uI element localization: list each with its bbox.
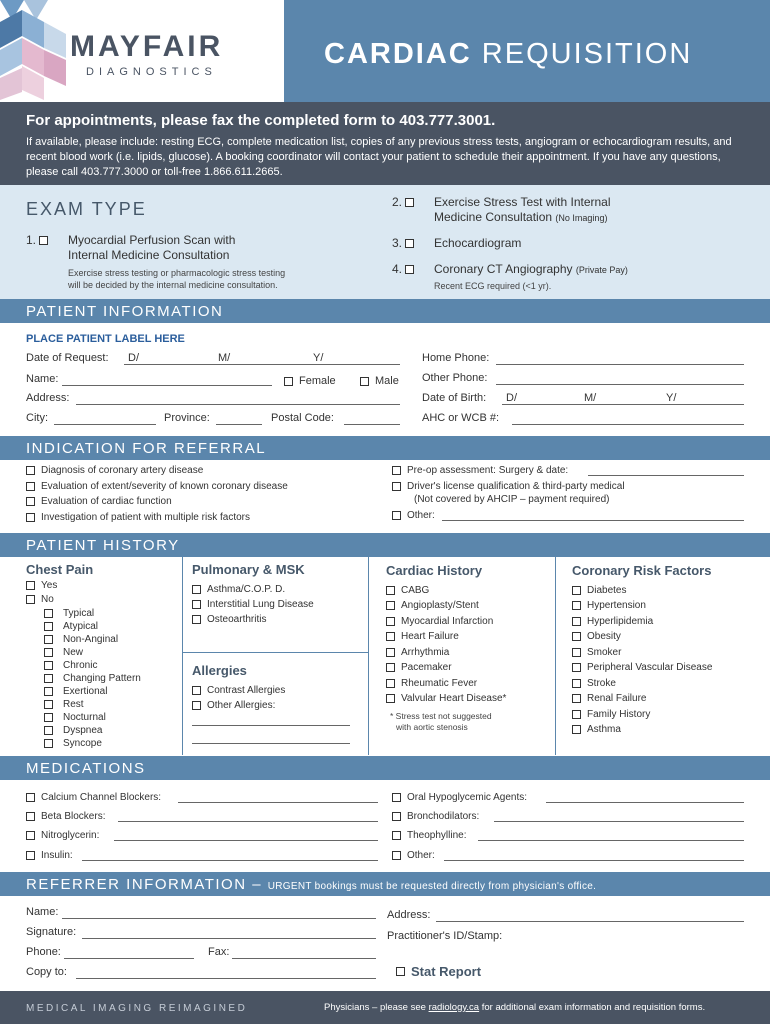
chest-sub-checkbox[interactable] bbox=[44, 648, 53, 657]
intro-headline: For appointments, please fax the completed form to 403.777.3001. bbox=[26, 112, 496, 129]
cardiac-checkbox[interactable] bbox=[386, 601, 395, 610]
exam-opt2-note: (No Imaging) bbox=[555, 213, 608, 223]
address-label: Address: bbox=[26, 392, 70, 404]
ref-signature-field[interactable] bbox=[82, 938, 376, 939]
indication-header: INDICATION FOR REFERRAL bbox=[0, 436, 770, 460]
exam-opt1-note2: will be decided by the internal medicine consultation. bbox=[68, 280, 278, 290]
med-field[interactable] bbox=[82, 860, 378, 861]
exam-opt1-note1: Exercise stress testing or pharmacologic stress testing bbox=[68, 268, 286, 278]
chest-sub-label: Syncope bbox=[63, 738, 102, 749]
exam-opt2-checkbox[interactable] bbox=[405, 198, 414, 207]
drivers-note: (Not covered by AHCIP – payment required) bbox=[414, 494, 610, 505]
med-checkbox[interactable] bbox=[26, 831, 35, 840]
med-label: Insulin: bbox=[41, 850, 73, 861]
cardiac-label: Angioplasty/Stent bbox=[401, 600, 479, 611]
indication-label: Investigation of patient with multiple risk factors bbox=[41, 512, 250, 523]
allergies-title: Allergies bbox=[192, 663, 247, 678]
pulm-checkbox[interactable] bbox=[192, 615, 201, 624]
risk-checkbox[interactable] bbox=[572, 694, 581, 703]
province-label: Province: bbox=[164, 412, 210, 424]
exam-opt1-number: 1. bbox=[26, 233, 37, 247]
indication-checkbox[interactable] bbox=[26, 482, 35, 491]
ahc-label: AHC or WCB #: bbox=[422, 412, 500, 424]
referrer-title: REFERRER INFORMATION bbox=[26, 876, 247, 893]
risk-label: Hypertension bbox=[587, 600, 646, 611]
history-header: PATIENT HISTORY bbox=[0, 533, 770, 557]
chest-sub-checkbox[interactable] bbox=[44, 661, 53, 670]
pulm-checkbox[interactable] bbox=[192, 585, 201, 594]
allergy-label: Contrast Allergies bbox=[207, 685, 286, 696]
med-checkbox[interactable] bbox=[392, 851, 401, 860]
exam-opt4-checkbox[interactable] bbox=[405, 265, 414, 274]
province-field[interactable] bbox=[216, 424, 262, 425]
exam-title: EXAM TYPE bbox=[26, 199, 147, 219]
stat-checkbox[interactable] bbox=[396, 967, 405, 976]
chest-sub-checkbox[interactable] bbox=[44, 726, 53, 735]
footer-physicians-post: for additional exam information and requisition forms. bbox=[481, 1002, 706, 1013]
home-phone-label: Home Phone: bbox=[422, 352, 490, 364]
allergy-field[interactable] bbox=[192, 725, 350, 726]
patient-label-hint: PLACE PATIENT LABEL HERE bbox=[26, 333, 185, 345]
allergy-checkbox[interactable] bbox=[192, 686, 201, 695]
indication-other-checkbox[interactable] bbox=[392, 511, 401, 520]
risk-label: Diabetes bbox=[587, 585, 627, 596]
drivers-label: Driver's license qualification & third-party medical bbox=[407, 481, 625, 492]
chest-sub-label: Dyspnea bbox=[63, 725, 103, 736]
ref-address-field[interactable] bbox=[436, 921, 744, 922]
exam-opt4-number: 4. bbox=[392, 262, 403, 276]
chest-sub-checkbox[interactable] bbox=[44, 687, 53, 696]
ref-phone-label: Phone: bbox=[26, 946, 61, 958]
exam-opt2-number: 2. bbox=[392, 195, 403, 209]
cardiac-note2: with aortic stenosis bbox=[396, 722, 468, 732]
ref-name-field[interactable] bbox=[62, 918, 376, 919]
city-field[interactable] bbox=[54, 424, 156, 425]
chest-sub-checkbox[interactable] bbox=[44, 739, 53, 748]
cardiac-checkbox[interactable] bbox=[386, 617, 395, 626]
cardiac-label: CABG bbox=[401, 585, 430, 596]
med-checkbox[interactable] bbox=[26, 812, 35, 821]
indication-checkbox[interactable] bbox=[26, 466, 35, 475]
exam-opt3-label: Echocardiogram bbox=[434, 236, 522, 250]
cardiac-checkbox[interactable] bbox=[386, 663, 395, 672]
footer-tagline: MEDICAL IMAGING REIMAGINED bbox=[26, 1003, 248, 1014]
preop-checkbox[interactable] bbox=[392, 466, 401, 475]
drivers-checkbox[interactable] bbox=[392, 482, 401, 491]
risk-title: Coronary Risk Factors bbox=[572, 563, 712, 578]
med-field[interactable] bbox=[478, 840, 744, 841]
chest-no-checkbox[interactable] bbox=[26, 595, 35, 604]
postal-field[interactable] bbox=[344, 424, 400, 425]
indication-other-field[interactable] bbox=[442, 520, 744, 521]
title-banner bbox=[284, 0, 770, 102]
risk-label: Renal Failure bbox=[587, 693, 647, 704]
cardiac-label: Pacemaker bbox=[401, 662, 452, 673]
chest-sub-checkbox[interactable] bbox=[44, 713, 53, 722]
ref-practitioner-label: Practitioner's ID/Stamp: bbox=[387, 930, 503, 942]
logo-area bbox=[0, 0, 284, 102]
chest-sub-label: Changing Pattern bbox=[63, 673, 141, 684]
dob-m: M/ bbox=[584, 392, 597, 404]
med-field[interactable] bbox=[494, 821, 744, 822]
exam-opt4-note: (Private Pay) bbox=[575, 265, 628, 275]
cardiac-checkbox[interactable] bbox=[386, 679, 395, 688]
risk-label: Asthma bbox=[587, 724, 621, 735]
exam-opt3-number: 3. bbox=[392, 236, 403, 250]
risk-checkbox[interactable] bbox=[572, 710, 581, 719]
title-bold: CARDIAC bbox=[324, 38, 472, 70]
date-request-d: D/ bbox=[128, 352, 139, 364]
exam-opt1-line1: Myocardial Perfusion Scan with bbox=[68, 233, 236, 247]
cardiac-checkbox[interactable] bbox=[386, 694, 395, 703]
indication-label: Evaluation of cardiac function bbox=[41, 496, 172, 507]
footer-physicians-pre: Physicians – please see bbox=[324, 1002, 426, 1013]
med-label: Beta Blockers: bbox=[41, 811, 106, 822]
chest-sub-checkbox[interactable] bbox=[44, 622, 53, 631]
dob-label: Date of Birth: bbox=[422, 392, 487, 404]
ref-address-label: Address: bbox=[387, 909, 431, 921]
risk-label: Stroke bbox=[587, 678, 616, 689]
cardiac-checkbox[interactable] bbox=[386, 586, 395, 595]
date-request-label: Date of Request: bbox=[26, 352, 109, 364]
cardiac-label: Heart Failure bbox=[401, 631, 459, 642]
male-label: Male bbox=[375, 375, 399, 387]
chest-sub-label: Typical bbox=[63, 608, 95, 619]
dob-d: D/ bbox=[506, 392, 517, 404]
med-field[interactable] bbox=[114, 840, 378, 841]
indication-label: Diagnosis of coronary artery disease bbox=[41, 465, 204, 476]
allergy-checkbox[interactable] bbox=[192, 701, 201, 710]
exam-section bbox=[0, 185, 770, 299]
brand-name: MAYFAIR bbox=[70, 30, 224, 63]
exam-opt2-line2: Medicine Consultation bbox=[434, 210, 553, 224]
chest-sub-label: New bbox=[63, 647, 84, 658]
female-label: Female bbox=[299, 375, 336, 387]
pulm-label: Osteoarthritis bbox=[207, 614, 267, 625]
exam-opt3-checkbox[interactable] bbox=[405, 239, 414, 248]
med-checkbox[interactable] bbox=[26, 851, 35, 860]
indication-label: Evaluation of extent/severity of known coronary disease bbox=[41, 481, 288, 492]
intro-text: If available, please include: resting ECG, complete medication list, copies of any previous stress tests, angiogram or echocardiogram results, and recent blood work (i.e. lipids, glucose). A booking coordinator will contact your patient to schedule their appointment. If you have any questions, please call 403.777.3000 or toll-free 1.866.611.2665. bbox=[26, 136, 732, 178]
risk-checkbox[interactable] bbox=[572, 617, 581, 626]
indication-checkbox[interactable] bbox=[26, 497, 35, 506]
chest-sub-label: Atypical bbox=[63, 621, 99, 632]
preop-label: Pre-op assessment: Surgery & date: bbox=[407, 465, 569, 476]
indication-other-label: Other: bbox=[407, 510, 435, 521]
referrer-dash: – bbox=[252, 876, 263, 893]
risk-label: Peripheral Vascular Disease bbox=[587, 662, 713, 673]
risk-checkbox[interactable] bbox=[572, 679, 581, 688]
intro-band bbox=[0, 102, 770, 185]
pulm-label: Interstitial Lung Disease bbox=[207, 599, 314, 610]
risk-checkbox[interactable] bbox=[572, 632, 581, 641]
ref-copy-field[interactable] bbox=[76, 978, 376, 979]
date-request-field[interactable] bbox=[124, 364, 400, 365]
ref-name-label: Name: bbox=[26, 906, 59, 918]
pulmonary-title: Pulmonary & MSK bbox=[192, 562, 305, 577]
med-field[interactable] bbox=[444, 860, 744, 861]
exam-opt4-label: Coronary CT Angiography bbox=[434, 262, 573, 276]
address-field[interactable] bbox=[76, 404, 400, 405]
name-field[interactable] bbox=[62, 385, 272, 386]
med-field[interactable] bbox=[546, 802, 744, 803]
chest-pain-title: Chest Pain bbox=[26, 562, 94, 577]
medications-header: MEDICATIONS bbox=[0, 756, 770, 780]
cardiac-checkbox[interactable] bbox=[386, 632, 395, 641]
logo-hexagon-icon bbox=[0, 0, 70, 102]
name-label: Name: bbox=[26, 373, 59, 385]
med-label: Theophylline: bbox=[407, 830, 467, 841]
brand-sub: DIAGNOSTICS bbox=[86, 66, 217, 78]
med-checkbox[interactable] bbox=[26, 793, 35, 802]
cardiac-label: Rheumatic Fever bbox=[401, 678, 478, 689]
ref-phone-field[interactable] bbox=[64, 958, 194, 959]
cardiac-label: Myocardial Infarction bbox=[401, 616, 494, 627]
med-checkbox[interactable] bbox=[392, 793, 401, 802]
chest-sub-label: Non-Anginal bbox=[63, 634, 119, 645]
exam-opt1-line2: Internal Medicine Consultation bbox=[68, 248, 230, 262]
chest-sub-label: Exertional bbox=[63, 686, 108, 697]
exam-opt1-checkbox[interactable] bbox=[39, 236, 48, 245]
cardiac-label: Valvular Heart Disease* bbox=[401, 693, 507, 704]
referrer-urgent: URGENT bookings must be requested directly from physician's office. bbox=[267, 881, 597, 892]
risk-checkbox[interactable] bbox=[572, 586, 581, 595]
referrer-header bbox=[0, 872, 770, 896]
risk-label: Hyperlipidemia bbox=[587, 616, 654, 627]
female-checkbox[interactable] bbox=[284, 377, 293, 386]
med-field[interactable] bbox=[118, 821, 378, 822]
cardiac-checkbox[interactable] bbox=[386, 648, 395, 657]
risk-label: Smoker bbox=[587, 647, 622, 658]
dob-y: Y/ bbox=[666, 392, 677, 404]
exam-opt2-line1: Exercise Stress Test with Internal bbox=[434, 195, 611, 209]
male-checkbox[interactable] bbox=[360, 377, 369, 386]
chest-sub-checkbox[interactable] bbox=[44, 674, 53, 683]
risk-checkbox[interactable] bbox=[572, 725, 581, 734]
date-request-y: Y/ bbox=[313, 352, 324, 364]
ahc-field[interactable] bbox=[512, 424, 744, 425]
med-checkbox[interactable] bbox=[392, 812, 401, 821]
med-checkbox[interactable] bbox=[392, 831, 401, 840]
postal-label: Postal Code: bbox=[271, 412, 334, 424]
chest-sub-checkbox[interactable] bbox=[44, 700, 53, 709]
risk-checkbox[interactable] bbox=[572, 648, 581, 657]
med-label: Other: bbox=[407, 850, 435, 861]
risk-checkbox[interactable] bbox=[572, 663, 581, 672]
patient-info-header: PATIENT INFORMATION bbox=[0, 299, 770, 323]
footer-link[interactable]: radiology.ca bbox=[428, 1002, 480, 1013]
ref-fax-label: Fax: bbox=[208, 946, 230, 958]
home-phone-field[interactable] bbox=[496, 364, 744, 365]
ref-signature-label: Signature: bbox=[26, 926, 77, 938]
indication-checkbox[interactable] bbox=[26, 513, 35, 522]
city-label: City: bbox=[26, 412, 48, 424]
ref-fax-field[interactable] bbox=[232, 958, 376, 959]
chest-yes-label: Yes bbox=[41, 580, 58, 591]
stat-label: Stat Report bbox=[411, 964, 482, 979]
chest-sub-checkbox[interactable] bbox=[44, 609, 53, 618]
risk-checkbox[interactable] bbox=[572, 601, 581, 610]
preop-field[interactable] bbox=[588, 475, 744, 476]
chest-sub-label: Chronic bbox=[63, 660, 98, 671]
chest-yes-checkbox[interactable] bbox=[26, 581, 35, 590]
med-label: Oral Hypoglycemic Agents: bbox=[407, 792, 528, 803]
chest-no-label: No bbox=[41, 594, 54, 605]
other-phone-field[interactable] bbox=[496, 384, 744, 385]
pulm-label: Asthma/C.O.P. D. bbox=[207, 584, 286, 595]
ref-copy-label: Copy to: bbox=[26, 966, 67, 978]
med-label: Calcium Channel Blockers: bbox=[41, 792, 162, 803]
title-light: REQUISITION bbox=[481, 38, 693, 70]
risk-label: Family History bbox=[587, 709, 651, 720]
exam-opt4-sub: Recent ECG required (<1 yr). bbox=[434, 281, 552, 291]
allergy-label: Other Allergies: bbox=[207, 700, 276, 711]
pulm-checkbox[interactable] bbox=[192, 600, 201, 609]
cardiac-note1: * Stress test not suggested bbox=[390, 711, 492, 721]
cardiac-title: Cardiac History bbox=[386, 563, 483, 578]
date-request-m: M/ bbox=[218, 352, 231, 364]
cardiac-label: Arrhythmia bbox=[401, 647, 450, 658]
med-label: Nitroglycerin: bbox=[41, 830, 100, 841]
allergy-field[interactable] bbox=[192, 743, 350, 744]
footer bbox=[0, 991, 770, 1024]
dob-field[interactable] bbox=[502, 404, 744, 405]
med-field[interactable] bbox=[178, 802, 378, 803]
chest-sub-label: Rest bbox=[63, 699, 84, 710]
med-label: Bronchodilators: bbox=[407, 811, 480, 822]
chest-sub-label: Nocturnal bbox=[63, 712, 106, 723]
other-phone-label: Other Phone: bbox=[422, 372, 488, 384]
risk-label: Obesity bbox=[587, 631, 621, 642]
chest-sub-checkbox[interactable] bbox=[44, 635, 53, 644]
